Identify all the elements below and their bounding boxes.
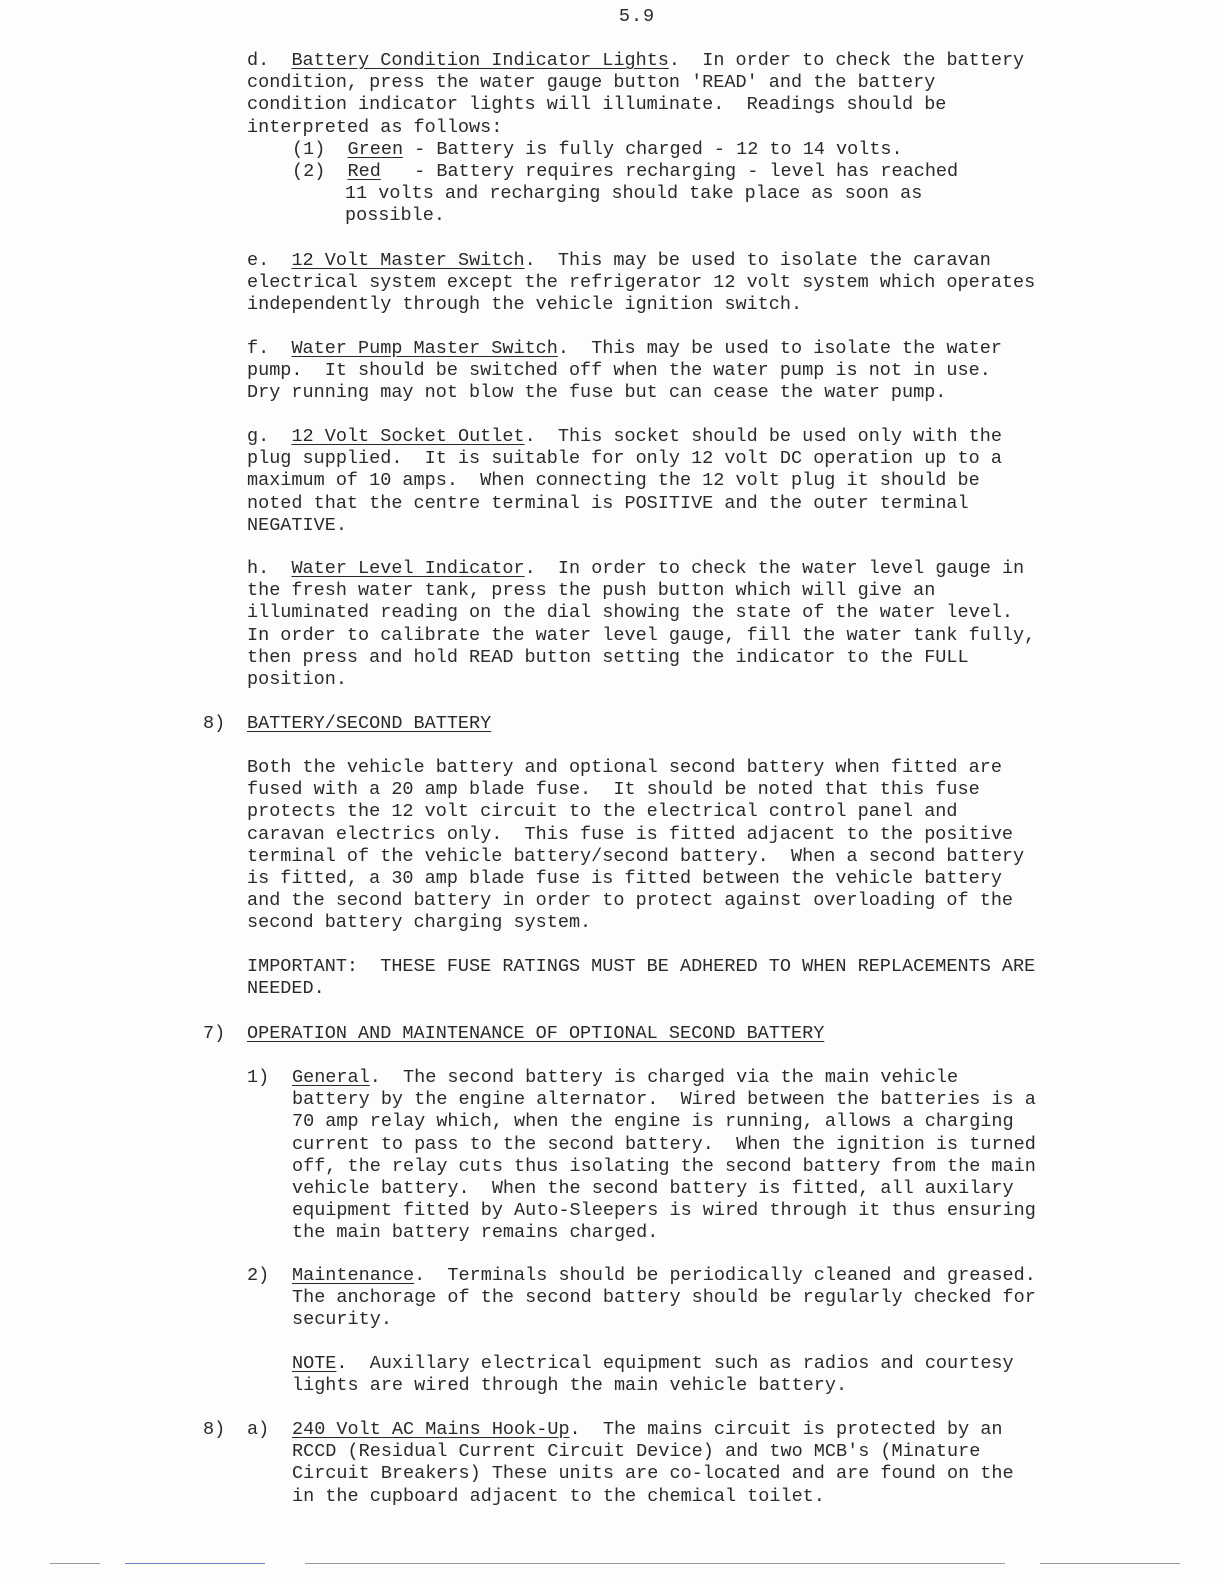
- section-8-paragraph: Both the vehicle battery and optional second battery when fitted are fused with a 20 amp blade fuse. It should be noted that this fuse protects the 12 volt circuit to the electrical control panel and caravan electrics only. This fuse is fitted adjacent to the positive terminal of the vehicle battery/second battery. When a second battery is fitted, a 30 amp blade fuse is fitted between the vehicle battery and the second battery in order to protect against overloading of the second battery charging system.: [247, 757, 1025, 934]
- section-f-title: Water Pump Master Switch: [291, 338, 558, 359]
- section-8a-sub: a): [247, 1419, 270, 1440]
- section-8a-number: 8): [203, 1419, 226, 1440]
- list-item-red-cont2: possible.: [345, 205, 445, 226]
- note-title: NOTE: [292, 1353, 337, 1374]
- section-e-title: 12 Volt Master Switch: [291, 250, 525, 271]
- section-7-number: 7): [203, 1023, 226, 1044]
- general-number: 1): [247, 1067, 270, 1088]
- maintenance-paragraph: Maintenance. Terminals should be periodically cleaned and greased. The anchorage of the second battery should be regularly checked for security.: [292, 1265, 1036, 1331]
- general-paragraph: General. The second battery is charged via the main vehicle battery by the engine alternator. Wired between the batteries is a 70 amp relay which, when the engine is running, allows a charging current to pass to the second battery. When the ignition is turned off, the relay cuts thus isolating the second battery from the main vehicle battery. When the second battery is fitted, all auxilary equipment fitted by Auto-Sleepers is wired through it thus ensuring the main battery remains charged.: [292, 1067, 1036, 1244]
- section-d: d. Battery Condition Indicator Lights. In order to check the battery condition, press the water gauge button 'READ' and the battery condition indicator lights will illuminate. Readings should be interpreted as follows:: [247, 50, 1025, 138]
- list-item-green: (1) Green - Battery is fully charged - 12 to 14 volts.: [292, 139, 903, 160]
- section-d-letter: d.: [247, 50, 270, 71]
- green-label: Green: [347, 139, 404, 160]
- section-h-title: Water Level Indicator: [291, 558, 525, 579]
- footer-rule: [1040, 1563, 1180, 1564]
- section-g-title: 12 Volt Socket Outlet: [291, 426, 525, 447]
- section-8-heading: BATTERY/SECOND BATTERY: [247, 713, 492, 734]
- footer-rule: [50, 1563, 100, 1564]
- red-label: Red: [347, 161, 381, 182]
- important-notice: IMPORTANT: THESE FUSE RATINGS MUST BE ADHERED TO WHEN REPLACEMENTS ARE NEEDED.: [247, 956, 1036, 1000]
- section-8-number: 8): [203, 713, 226, 734]
- section-d-title: Battery Condition Indicator Lights: [291, 50, 669, 71]
- note-paragraph: NOTE. Auxillary electrical equipment such as radios and courtesy lights are wired through the main vehicle battery.: [292, 1353, 1014, 1397]
- section-f: f. Water Pump Master Switch. This may be used to isolate the water pump. It should be switched off when the water pump is not in use. Dry running may not blow the fuse but can cease the water pump.: [247, 338, 1002, 404]
- footer-rule: [305, 1563, 1005, 1564]
- list-item-red-cont1: 11 volts and recharging should take place as soon as: [345, 183, 923, 204]
- footer-rule: [125, 1563, 265, 1564]
- list-item-red: (2) Red - Battery requires recharging - level has reached: [292, 161, 959, 182]
- maintenance-number: 2): [247, 1265, 270, 1286]
- mains-hookup-paragraph: 240 Volt AC Mains Hook-Up. The mains circuit is protected by an RCCD (Residual Current Circuit Device) and two MCB's (Minature Circuit Breakers) These units are co-located and are found on the in the cupboard adjacent to the chemical toilet.: [292, 1419, 1014, 1507]
- mains-hookup-title: 240 Volt AC Mains Hook-Up: [292, 1419, 570, 1440]
- section-e: e. 12 Volt Master Switch. This may be used to isolate the caravan electrical system except the refrigerator 12 volt system which operates independently through the vehicle ignition switch.: [247, 250, 1036, 316]
- section-h: h. Water Level Indicator. In order to check the water level gauge in the fresh water tank, press the push button which will give an illuminated reading on the dial showing the state of the water level. In order to calibrate the water level gauge, fill the water tank fully, then press and hold READ button setting the indicator to the FULL position.: [247, 558, 1036, 691]
- section-g: g. 12 Volt Socket Outlet. This socket should be used only with the plug supplied. It is suitable for only 12 volt DC operation up to a maximum of 10 amps. When connecting the 12 volt plug it should be noted that the centre terminal is POSITIVE and the outer terminal NEGATIVE.: [247, 426, 1002, 536]
- page-number: 5.9: [618, 6, 656, 27]
- section-7-heading: OPERATION AND MAINTENANCE OF OPTIONAL SECOND BATTERY: [247, 1023, 825, 1044]
- general-title: General: [292, 1067, 370, 1088]
- maintenance-title: Maintenance: [292, 1265, 415, 1286]
